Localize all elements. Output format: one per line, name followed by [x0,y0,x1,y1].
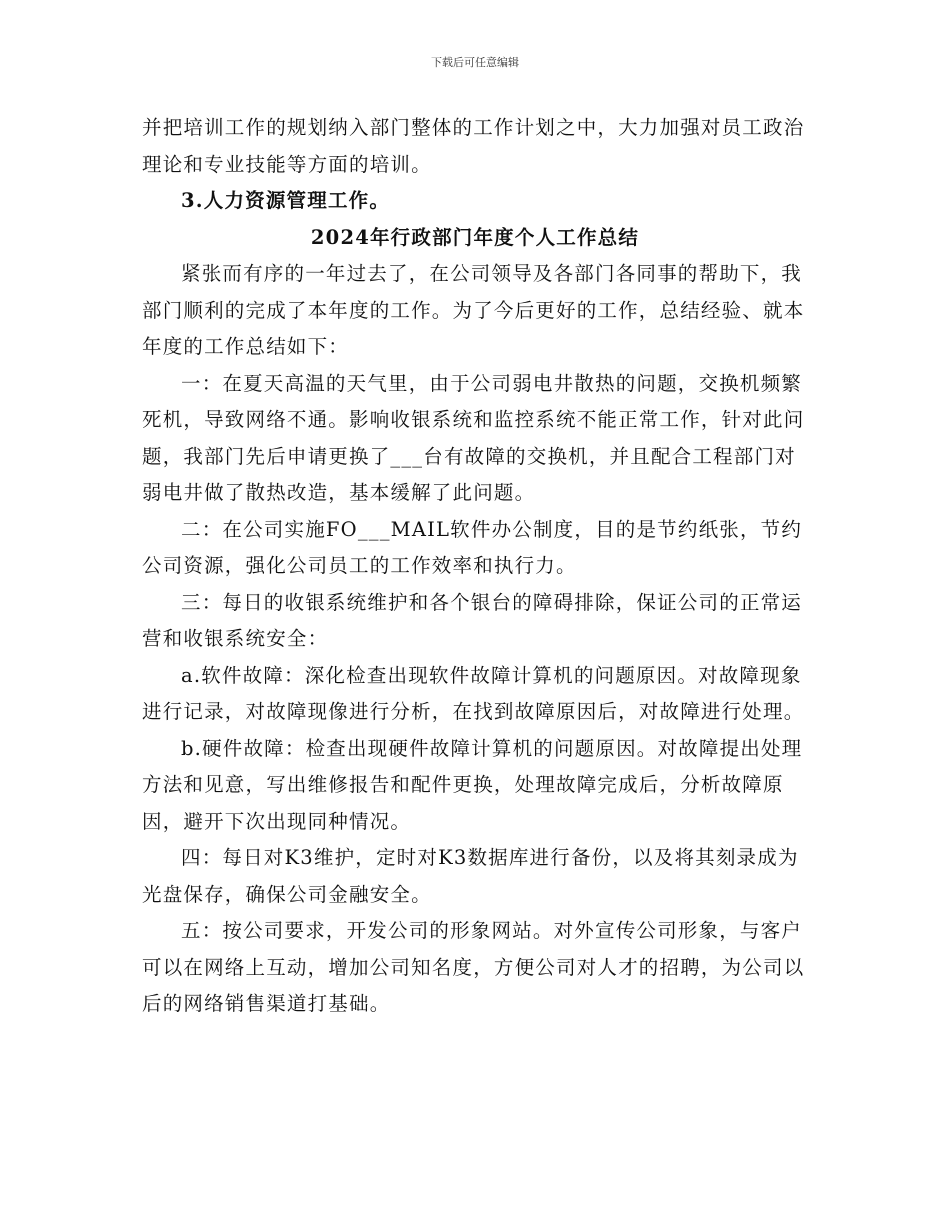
document-title: 2024年行政部门年度个人工作总结 [310,225,640,249]
continuation-paragraph: 并把培训工作的规划纳入部门整体的工作计划之中，大力加强对员工政治理论和专业技能等方面的培训。 [142,116,805,176]
paragraph-item-2: 二：在公司实施FO___MAIL软件办公制度，目的是节约纸张，节约公司资源，强化公司员工的工作效率和执行力。 [142,517,803,577]
paragraph-item-3b: b.硬件故障：检查出现硬件故障计算机的问题原因。对故障提出处理方法和见意，写出维修报告和配件更换，处理故障完成后，分析故障原因，避开下次出现同种情况。 [142,736,803,833]
paragraph-item-3: 三：每日的收银系统维护和各个银台的障碍排除，保证公司的正常运营和收银系统安全： [142,590,803,650]
paragraph-item-4: 四：每日对K3维护，定时对K3数据库进行备份，以及将其刻录成为光盘保存，确保公司金融安全。 [142,846,799,906]
document-body [142,110,808,1023]
section-heading-hr: 3.人力资源管理工作。 [181,189,391,212]
paragraph-item-3a: a.软件故障：深化检查出现软件故障计算机的问题原因。对故障现象进行记录，对故障现像进行分析，在找到故障原因后，对故障进行处理。 [142,663,805,723]
paragraph-item-5: 五：按公司要求，开发公司的形象网站。对外宣传公司形象，与客户可以在网络上互动，增加公司知名度，方便公司对人才的招聘，为公司以后的网络销售渠道打基础。 [142,919,805,1015]
paragraph-intro: 紧张而有序的一年过去了，在公司领导及各部门各同事的帮助下，我部门顺利的完成了本年度的工作。为了今后更好的工作，总结经验、就本年度的工作总结如下： [142,262,805,358]
paragraph-item-1: 一：在夏天高温的天气里，由于公司弱电井散热的问题，交换机频繁死机，导致网络不通。影响收银系统和监控系统不能正常工作，针对此问题，我部门先后申请更换了___台有故障的交换机，并且配合工程部门对弱电井做了散热改造，基本缓解了此问题。 [142,371,805,504]
page-header-note: 下载后可任意编辑 [431,56,519,69]
